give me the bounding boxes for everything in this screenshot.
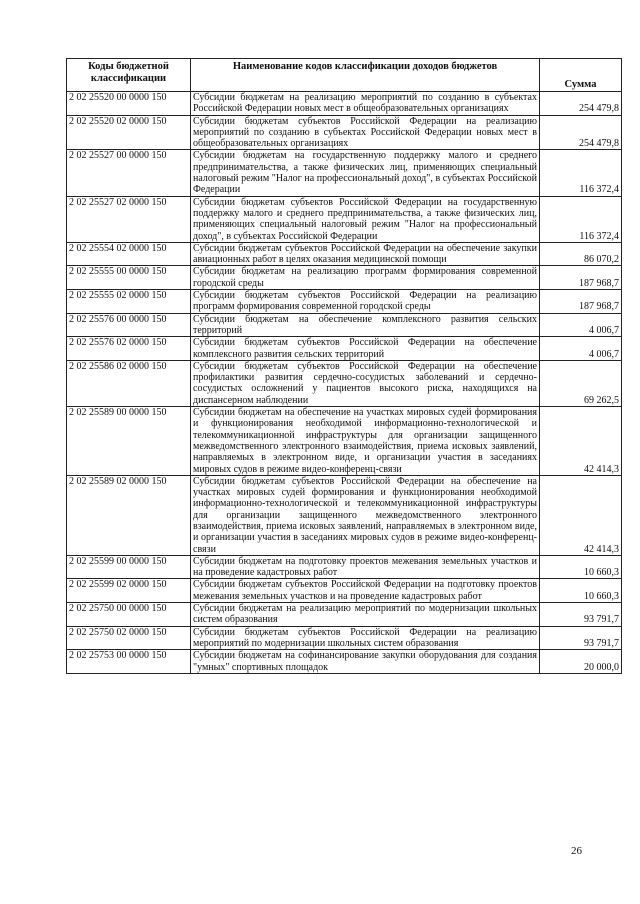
row-sum: 42 414,3 bbox=[540, 407, 622, 476]
row-name: Субсидии бюджетам субъектов Российской Федерации на реализацию мероприятий по модернизации школьных систем образования bbox=[191, 626, 540, 650]
row-name: Субсидии бюджетам субъектов Российской Федерации на обеспечение на участках мировых судей формирования и функционирования необходимой информационно-технологической и телекоммуникационной инфраструктуры для организации защищенного межведомственного электронного взаимодействия, приема исковых заявлений, направляемых в электронном виде, и организации участия в заседаниях мировых судов в режиме видео-конференц-связи bbox=[191, 475, 540, 555]
row-code: 2 02 25527 00 0000 150 bbox=[67, 150, 191, 196]
row-sum: 10 660,3 bbox=[540, 555, 622, 579]
table-row bbox=[67, 555, 622, 579]
row-code: 2 02 25589 00 0000 150 bbox=[67, 407, 191, 476]
header-codes: Коды бюджетной классификации bbox=[67, 59, 191, 92]
table-row bbox=[67, 115, 622, 150]
table-row bbox=[67, 266, 622, 290]
row-name: Субсидии бюджетам субъектов Российской Федерации на обеспечение комплексного развития сельских территорий bbox=[191, 337, 540, 361]
row-code: 2 02 25753 00 0000 150 bbox=[67, 650, 191, 674]
row-name: Субсидии бюджетам субъектов Российской Федерации на реализацию программ формирования современной городской среды bbox=[191, 290, 540, 314]
row-sum: 10 660,3 bbox=[540, 579, 622, 603]
row-sum: 4 006,7 bbox=[540, 337, 622, 361]
table-row bbox=[67, 475, 622, 555]
row-name: Субсидии бюджетам субъектов Российской Федерации на обеспечение закупки авиационных работ в целях оказания медицинской помощи bbox=[191, 242, 540, 266]
row-code: 2 02 25555 02 0000 150 bbox=[67, 290, 191, 314]
row-name: Субсидии бюджетам на обеспечение комплексного развития сельских территорий bbox=[191, 313, 540, 337]
budget-codes-table bbox=[66, 58, 622, 674]
row-code: 2 02 25599 02 0000 150 bbox=[67, 579, 191, 603]
table-row bbox=[67, 650, 622, 674]
row-sum: 254 479,8 bbox=[540, 92, 622, 116]
row-name: Субсидии бюджетам субъектов Российской Федерации на реализацию мероприятий по созданию в субъектах Российской Федерации новых мест в общеобразовательных организациях bbox=[191, 115, 540, 150]
row-code: 2 02 25554 02 0000 150 bbox=[67, 242, 191, 266]
table-row bbox=[67, 242, 622, 266]
row-sum: 93 791,7 bbox=[540, 626, 622, 650]
row-sum: 42 414,3 bbox=[540, 475, 622, 555]
table-row bbox=[67, 407, 622, 476]
row-sum: 116 372,4 bbox=[540, 196, 622, 242]
row-name: Субсидии бюджетам на реализацию мероприятий по созданию в субъектах Российской Федерации новых мест в общеобразовательных организациях bbox=[191, 92, 540, 116]
row-name: Субсидии бюджетам субъектов Российской Федерации на обеспечение профилактики развития сердечно-сосудистых заболеваний и сердечно-сосудистых осложнений у пациентов высокого риска, находящихся на диспансерном наблюдении bbox=[191, 360, 540, 406]
row-name: Субсидии бюджетам субъектов Российской Федерации на подготовку проектов межевания земельных участков и на проведение кадастровых работ bbox=[191, 579, 540, 603]
row-name: Субсидии бюджетам субъектов Российской Федерации на государственную поддержку малого и среднего предпринимательства, а также физических лиц, применяющих специальный налоговый режим "Налог на профессиональный доход", в субъектах Российской Федерации bbox=[191, 196, 540, 242]
table-row bbox=[67, 150, 622, 196]
table-header-row bbox=[67, 59, 622, 92]
row-sum: 20 000,0 bbox=[540, 650, 622, 674]
table-row bbox=[67, 360, 622, 406]
row-code: 2 02 25576 02 0000 150 bbox=[67, 337, 191, 361]
row-code: 2 02 25750 02 0000 150 bbox=[67, 626, 191, 650]
table-row bbox=[67, 337, 622, 361]
row-sum: 93 791,7 bbox=[540, 603, 622, 627]
table-row bbox=[67, 92, 622, 116]
row-sum: 116 372,4 bbox=[540, 150, 622, 196]
row-name: Субсидии бюджетам на подготовку проектов межевания земельных участков и на проведение кадастровых работ bbox=[191, 555, 540, 579]
row-sum: 254 479,8 bbox=[540, 115, 622, 150]
row-name: Субсидии бюджетам на государственную поддержку малого и среднего предпринимательства, а также физических лиц, применяющих специальный налоговый режим "Налог на профессиональный доход", в субъектах Российской Федерации bbox=[191, 150, 540, 196]
table-row bbox=[67, 626, 622, 650]
header-sum: Сумма bbox=[540, 59, 622, 92]
table-row bbox=[67, 603, 622, 627]
row-code: 2 02 25520 02 0000 150 bbox=[67, 115, 191, 150]
row-code: 2 02 25576 00 0000 150 bbox=[67, 313, 191, 337]
row-code: 2 02 25750 00 0000 150 bbox=[67, 603, 191, 627]
row-code: 2 02 25586 02 0000 150 bbox=[67, 360, 191, 406]
row-code: 2 02 25527 02 0000 150 bbox=[67, 196, 191, 242]
row-name: Субсидии бюджетам на реализацию программ формирования современной городской среды bbox=[191, 266, 540, 290]
row-sum: 187 968,7 bbox=[540, 290, 622, 314]
table-row bbox=[67, 579, 622, 603]
header-name: Наименование кодов классификации доходов бюджетов bbox=[191, 59, 540, 92]
row-sum: 4 006,7 bbox=[540, 313, 622, 337]
row-code: 2 02 25520 00 0000 150 bbox=[67, 92, 191, 116]
row-sum: 86 070,2 bbox=[540, 242, 622, 266]
row-name: Субсидии бюджетам на софинансирование закупки оборудования для создания "умных" спортивных площадок bbox=[191, 650, 540, 674]
row-sum: 69 262,5 bbox=[540, 360, 622, 406]
row-sum: 187 968,7 bbox=[540, 266, 622, 290]
table-row bbox=[67, 313, 622, 337]
row-code: 2 02 25555 00 0000 150 bbox=[67, 266, 191, 290]
row-code: 2 02 25599 00 0000 150 bbox=[67, 555, 191, 579]
row-name: Субсидии бюджетам на реализацию мероприятий по модернизации школьных систем образования bbox=[191, 603, 540, 627]
table-row bbox=[67, 196, 622, 242]
table-body bbox=[67, 92, 622, 674]
page-number: 26 bbox=[571, 845, 582, 857]
table-row bbox=[67, 290, 622, 314]
row-code: 2 02 25589 02 0000 150 bbox=[67, 475, 191, 555]
row-name: Субсидии бюджетам на обеспечение на участках мировых судей формирования и функционирования необходимой информационно-технологической и телекоммуникационной инфраструктуры для организации защищенного межведомственного электронного взаимодействия, приема исковых заявлений, направляемых в электронном виде, и организации участия в заседаниях мировых судов в режиме видео-конференц-связи bbox=[191, 407, 540, 476]
